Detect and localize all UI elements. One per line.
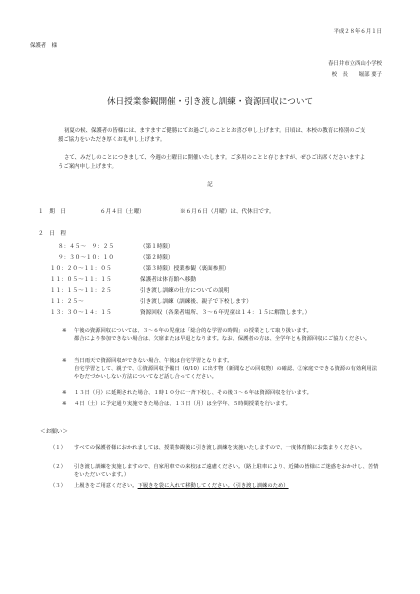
schedule-row: １３：３０～１４：１５ 資源回収（各業者場所、３～６年児童は１４：１５に解散します。） <box>50 310 311 316</box>
request-item: （３） 上履きをご用意ください。下履きを袋に入れて移動してください。（引き渡し訓練のため） <box>50 483 289 489</box>
schedule-row: ８：４５～ ９：２５ （第１時限） <box>58 244 174 250</box>
schedule-label: ２ 日 程 <box>38 231 66 237</box>
item-date-row <box>38 208 275 216</box>
schedule-row: １１：１５～１１：２５ 引き渡し訓練の仕方についての説明 <box>50 288 230 294</box>
recipient: 保護者 様 <box>30 43 57 49</box>
requests-heading: ＜お願い＞ <box>40 429 68 435</box>
school-name: 春日井市立西山小学校 <box>328 61 382 67</box>
schedule-row: １０：２０～１１：０５ （第３時限）授業参観（裏面参照） <box>50 266 230 272</box>
substitute-holiday-note: ※６月６日（月曜）は、代休日です。 <box>180 209 275 215</box>
schedule-row: ９：３０～１０：１０ （第２時限） <box>58 255 174 261</box>
note-item: ※ 午後の資源回収については、３～６年の児童は「総合的な学習の時間」の授業として取り扱います。 都合により参加できない場合は、欠席または早退となります。なお、保護者の方は、全学年とも資源回収にご協力ください。 <box>62 328 371 342</box>
issue-date: 平成２８年６月１日 <box>333 29 382 35</box>
document-title: 休日授業参観開催・引き渡し訓練・資源回収について <box>106 97 314 107</box>
ki-heading: 記 <box>207 182 213 188</box>
note-item: ※ １３日（月）に延期された場合、１時１０分に一斉下校し、その後３～６年は資源回収を行います。 <box>62 390 312 396</box>
schedule-row: １１：０５～１１：１５ 保護者は体育館へ移動 <box>50 277 196 283</box>
note-item: ※ ４日（土）に予定通り実施できた場合は、１３日（月）は全学年、５時間授業を行います。 <box>62 401 291 407</box>
principal-name: 校 長 堀部 要子 <box>331 72 382 78</box>
event-date: ６月４日（土曜） <box>100 209 145 215</box>
intro-paragraph-1: 初夏の候、保護者の皆様には、ますますご健勝にてお過ごしのこととお喜び申し上げます。日頃は、本校の教育に格別のご支援ご協力をいただき厚くお礼申し上げます。 <box>58 128 366 143</box>
request-item: （２） 引き渡し訓練を実施しますので、自家用車での来校はご遠慮ください。（路上駐車により、近隣の皆様にご迷惑をおかけし、苦情をいただいています。） <box>50 464 379 478</box>
request-item: （１） すべての保護者様におかれましては、授業参観後に引き渡し訓練を実施いたしますので、一度体育館にお集まりください。 <box>50 445 366 451</box>
schedule-row: １１：２５～ 引き渡し訓練（訓練後、親子で下校します） <box>50 299 252 305</box>
note-item: ※ 当日雨天で資源回収ができない場合、午後は自宅学習となります。 自宅学習として、親子で、①資源回収予備日（6/10）に出す物（新聞などの回収物）の確認、②家庭でできる資源の有効利用法やむだづかいしない方法についてなど話し合ってください。 <box>62 358 378 380</box>
underlined-instruction: 下履きを袋に入れて移動してください。（引き渡し訓練のため） <box>137 483 289 489</box>
item-date-label: １ 期 日 <box>38 209 66 215</box>
intro-paragraph-2: さて、みだしのことにつきまして、今週の土曜日に開催いたします。ご多用のことと存じますが、ぜひご出席くださいますようご案内申し上げます。 <box>58 155 366 170</box>
